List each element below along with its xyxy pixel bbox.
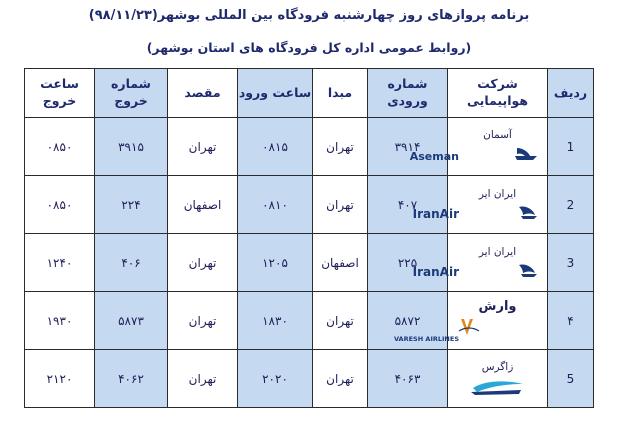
table-header-row — [25, 69, 594, 118]
destination: تهران — [168, 292, 238, 350]
table-row — [25, 234, 594, 292]
departure-time: ۰۸۵۰ — [25, 176, 95, 234]
page-title: برنامه پروازهای روز چهارشنبه فرودگاه بین المللی بوشهر(۹۸/۱۱/۲۳) — [88, 8, 530, 23]
destination: تهران — [168, 350, 238, 408]
origin: تهران — [313, 176, 368, 234]
airline-cell — [448, 350, 548, 408]
row-number: 5 — [548, 350, 594, 408]
destination: تهران — [168, 118, 238, 176]
departure-time: ۱۹۳۰ — [25, 292, 95, 350]
destination: اصفهان — [168, 176, 238, 234]
departure-time: ۰۸۵۰ — [25, 118, 95, 176]
table-row — [25, 350, 594, 408]
departure-number: ۲۲۴ — [95, 176, 168, 234]
iranair-logo-icon — [412, 261, 539, 281]
departure-number: ۳۹۱۵ — [95, 118, 168, 176]
header-departure-time: ساعت خروج — [25, 69, 95, 118]
aseman-logo-icon — [409, 144, 539, 166]
table-row — [25, 292, 594, 350]
header-airline-line1: شرکت — [477, 76, 518, 92]
arrival-time: ۱۸۳۰ — [238, 292, 313, 350]
airline-cell — [412, 234, 548, 292]
departure-time: ۲۱۲۰ — [25, 350, 95, 408]
header-origin: مبدا — [313, 69, 368, 118]
arrival-time: ۱۲۰۵ — [238, 234, 313, 292]
departure-time: ۱۲۴۰ — [25, 234, 95, 292]
arrival-number: ۲۲۵ — [368, 234, 448, 292]
arrival-number: ۳۹۱۴ — [368, 118, 448, 176]
airline-cell — [412, 176, 548, 234]
page-subtitle: (روابط عمومی اداره کل فرودگاه های استان بوشهر) — [146, 40, 472, 55]
airline-name: ایران ایر — [478, 246, 517, 258]
header-arrival-time: ساعت ورود — [238, 69, 313, 118]
header-airline — [448, 69, 548, 118]
row-number: 3 — [548, 234, 594, 292]
arrival-time: ۰۸۱۵ — [238, 118, 313, 176]
airline-cell — [409, 118, 548, 176]
airline-name: ایران ایر — [478, 188, 517, 200]
flight-schedule-table — [24, 68, 594, 408]
logo-text: VARESH AIRLINES — [393, 334, 459, 343]
origin: تهران — [313, 350, 368, 408]
table-row — [25, 176, 594, 234]
destination: تهران — [168, 234, 238, 292]
arrival-number: ۵۸۷۲ — [368, 292, 448, 350]
table-row — [25, 118, 594, 176]
arrival-number: ۴۰۶۳ — [368, 350, 448, 408]
arrival-time: ۲۰۲۰ — [238, 350, 313, 408]
origin: تهران — [313, 118, 368, 176]
row-number: 1 — [548, 118, 594, 176]
logo-text: IranAir — [412, 265, 459, 279]
airline-name: زاگرس — [481, 361, 514, 373]
departure-number: ۵۸۷۳ — [95, 292, 168, 350]
logo-text: IranAir — [412, 207, 459, 221]
origin: تهران — [313, 292, 368, 350]
arrival-number: ۴۰۷ — [368, 176, 448, 234]
logo-text: Aseman — [409, 150, 459, 163]
row-number: 2 — [548, 176, 594, 234]
header-departure-number: شماره خروج — [95, 69, 168, 118]
airline-name: آسمان — [483, 129, 512, 141]
row-number: ۴ — [548, 292, 594, 350]
zagros-logo-icon — [463, 376, 533, 398]
departure-number: ۴۰۶ — [95, 234, 168, 292]
header-airline-line2: هواپیمایی — [467, 93, 528, 108]
iranair-logo-icon — [412, 203, 539, 223]
origin: اصفهان — [313, 234, 368, 292]
header-arrival-number: شماره ورودی — [368, 69, 448, 118]
departure-number: ۴۰۶۲ — [95, 350, 168, 408]
header-destination: مقصد — [168, 69, 238, 118]
airline-name: وارش — [478, 298, 517, 314]
header-row-number: ردیف — [548, 69, 594, 118]
arrival-time: ۰۸۱۰ — [238, 176, 313, 234]
